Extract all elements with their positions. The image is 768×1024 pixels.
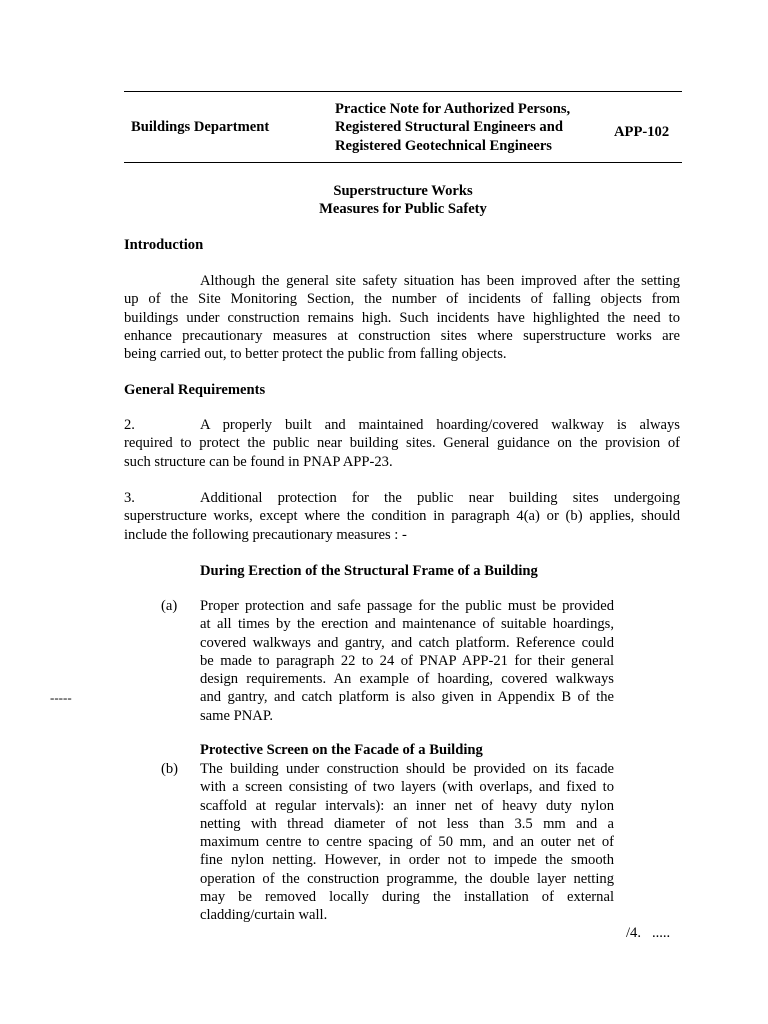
margin-mark: ----- bbox=[50, 690, 72, 705]
item-a-label: (a) bbox=[161, 598, 178, 614]
paragraph-2 bbox=[124, 416, 680, 471]
item-line: Proper protection and safe passage for the public must be provided bbox=[200, 598, 614, 614]
introduction-heading: Introduction bbox=[124, 237, 204, 253]
item-line: fine nylon netting. However, in order not to impede the smooth bbox=[200, 852, 614, 869]
paragraph-line: required to protect the public near building sites. General guidance on the provision of bbox=[124, 435, 680, 452]
general-requirements-heading: General Requirements bbox=[124, 382, 266, 398]
item-b-text bbox=[200, 760, 614, 925]
item-line: netting with thread diameter of not less than 3.5 mm and a bbox=[200, 815, 614, 832]
protective-screen-heading: Protective Screen on the Facade of a Building bbox=[200, 742, 483, 758]
item-line: same PNAP. bbox=[200, 707, 273, 724]
paragraph-3-number: 3. bbox=[124, 490, 135, 506]
document-title bbox=[124, 182, 682, 219]
paragraph-3 bbox=[124, 489, 680, 544]
item-line: at all times by the erection and maintenance of suitable hoardings, bbox=[200, 616, 614, 633]
title-line: Registered Geotechnical Engineers bbox=[335, 137, 552, 154]
item-line: with a screen consisting of two layers (with overlaps, and fixed to bbox=[200, 779, 614, 796]
paragraph-line: buildings under construction remains high. Such incidents have highlighted the need to bbox=[124, 309, 680, 326]
introduction-paragraph bbox=[124, 272, 680, 363]
paragraph-2-number: 2. bbox=[124, 417, 135, 433]
paragraph-line: include the following precautionary measures : - bbox=[124, 526, 407, 543]
paragraph-line: enhance precautionary measures at construction sites where superstructure works are bbox=[124, 327, 680, 344]
practice-note-title bbox=[335, 100, 570, 155]
paragraph-line: such structure can be found in PNAP APP-23. bbox=[124, 453, 393, 470]
paragraph-line: superstructure works, except where the condition in paragraph 4(a) or (b) applies, should bbox=[124, 508, 680, 525]
title-line: Registered Structural Engineers and bbox=[335, 119, 563, 136]
item-line: scaffold at regular intervals): an inner net of heavy duty nylon bbox=[200, 797, 614, 814]
item-line: The building under construction should be provided on its facade bbox=[200, 761, 614, 777]
item-line: maximum centre to centre spacing of 50 mm, and an outer net of bbox=[200, 834, 614, 851]
item-line: covered walkways and gantry, and catch platform. Reference could bbox=[200, 634, 614, 651]
item-line: operation of the construction programme, the double layer netting bbox=[200, 870, 614, 887]
paragraph-line: Additional protection for the public near building sites undergoing bbox=[200, 490, 680, 506]
document-code: APP-102 bbox=[614, 124, 670, 140]
title-line-2: Measures for Public Safety bbox=[319, 201, 487, 218]
item-line: may be removed locally during the installation of external bbox=[200, 889, 614, 906]
item-line: and gantry, and catch platform is also given in Appendix B of the bbox=[200, 689, 614, 706]
header-top-rule bbox=[124, 91, 682, 92]
title-line-1: Superstructure Works bbox=[333, 183, 473, 199]
continuation-marker: /4. ..... bbox=[626, 925, 671, 941]
paragraph-line: up of the Site Monitoring Section, the number of incidents of falling objects from bbox=[124, 291, 680, 308]
item-line: design requirements. An example of hoarding, covered walkways bbox=[200, 671, 614, 688]
title-line: Practice Note for Authorized Persons, bbox=[335, 101, 571, 117]
paragraph-line: being carried out, to better protect the public from falling objects. bbox=[124, 346, 507, 363]
paragraph-line: A properly built and maintained hoarding/covered walkway is always bbox=[200, 417, 680, 433]
item-a-text bbox=[200, 597, 614, 725]
header-bottom-rule bbox=[124, 162, 682, 163]
erection-heading: During Erection of the Structural Frame of a Building bbox=[200, 563, 538, 579]
paragraph-line: Although the general site safety situation has been improved after the setting bbox=[200, 273, 680, 289]
item-line: be made to paragraph 22 to 24 of PNAP APP-21 for their general bbox=[200, 652, 614, 669]
item-line: cladding/curtain wall. bbox=[200, 907, 328, 924]
item-b-label: (b) bbox=[161, 761, 179, 777]
department-name: Buildings Department bbox=[131, 119, 270, 135]
